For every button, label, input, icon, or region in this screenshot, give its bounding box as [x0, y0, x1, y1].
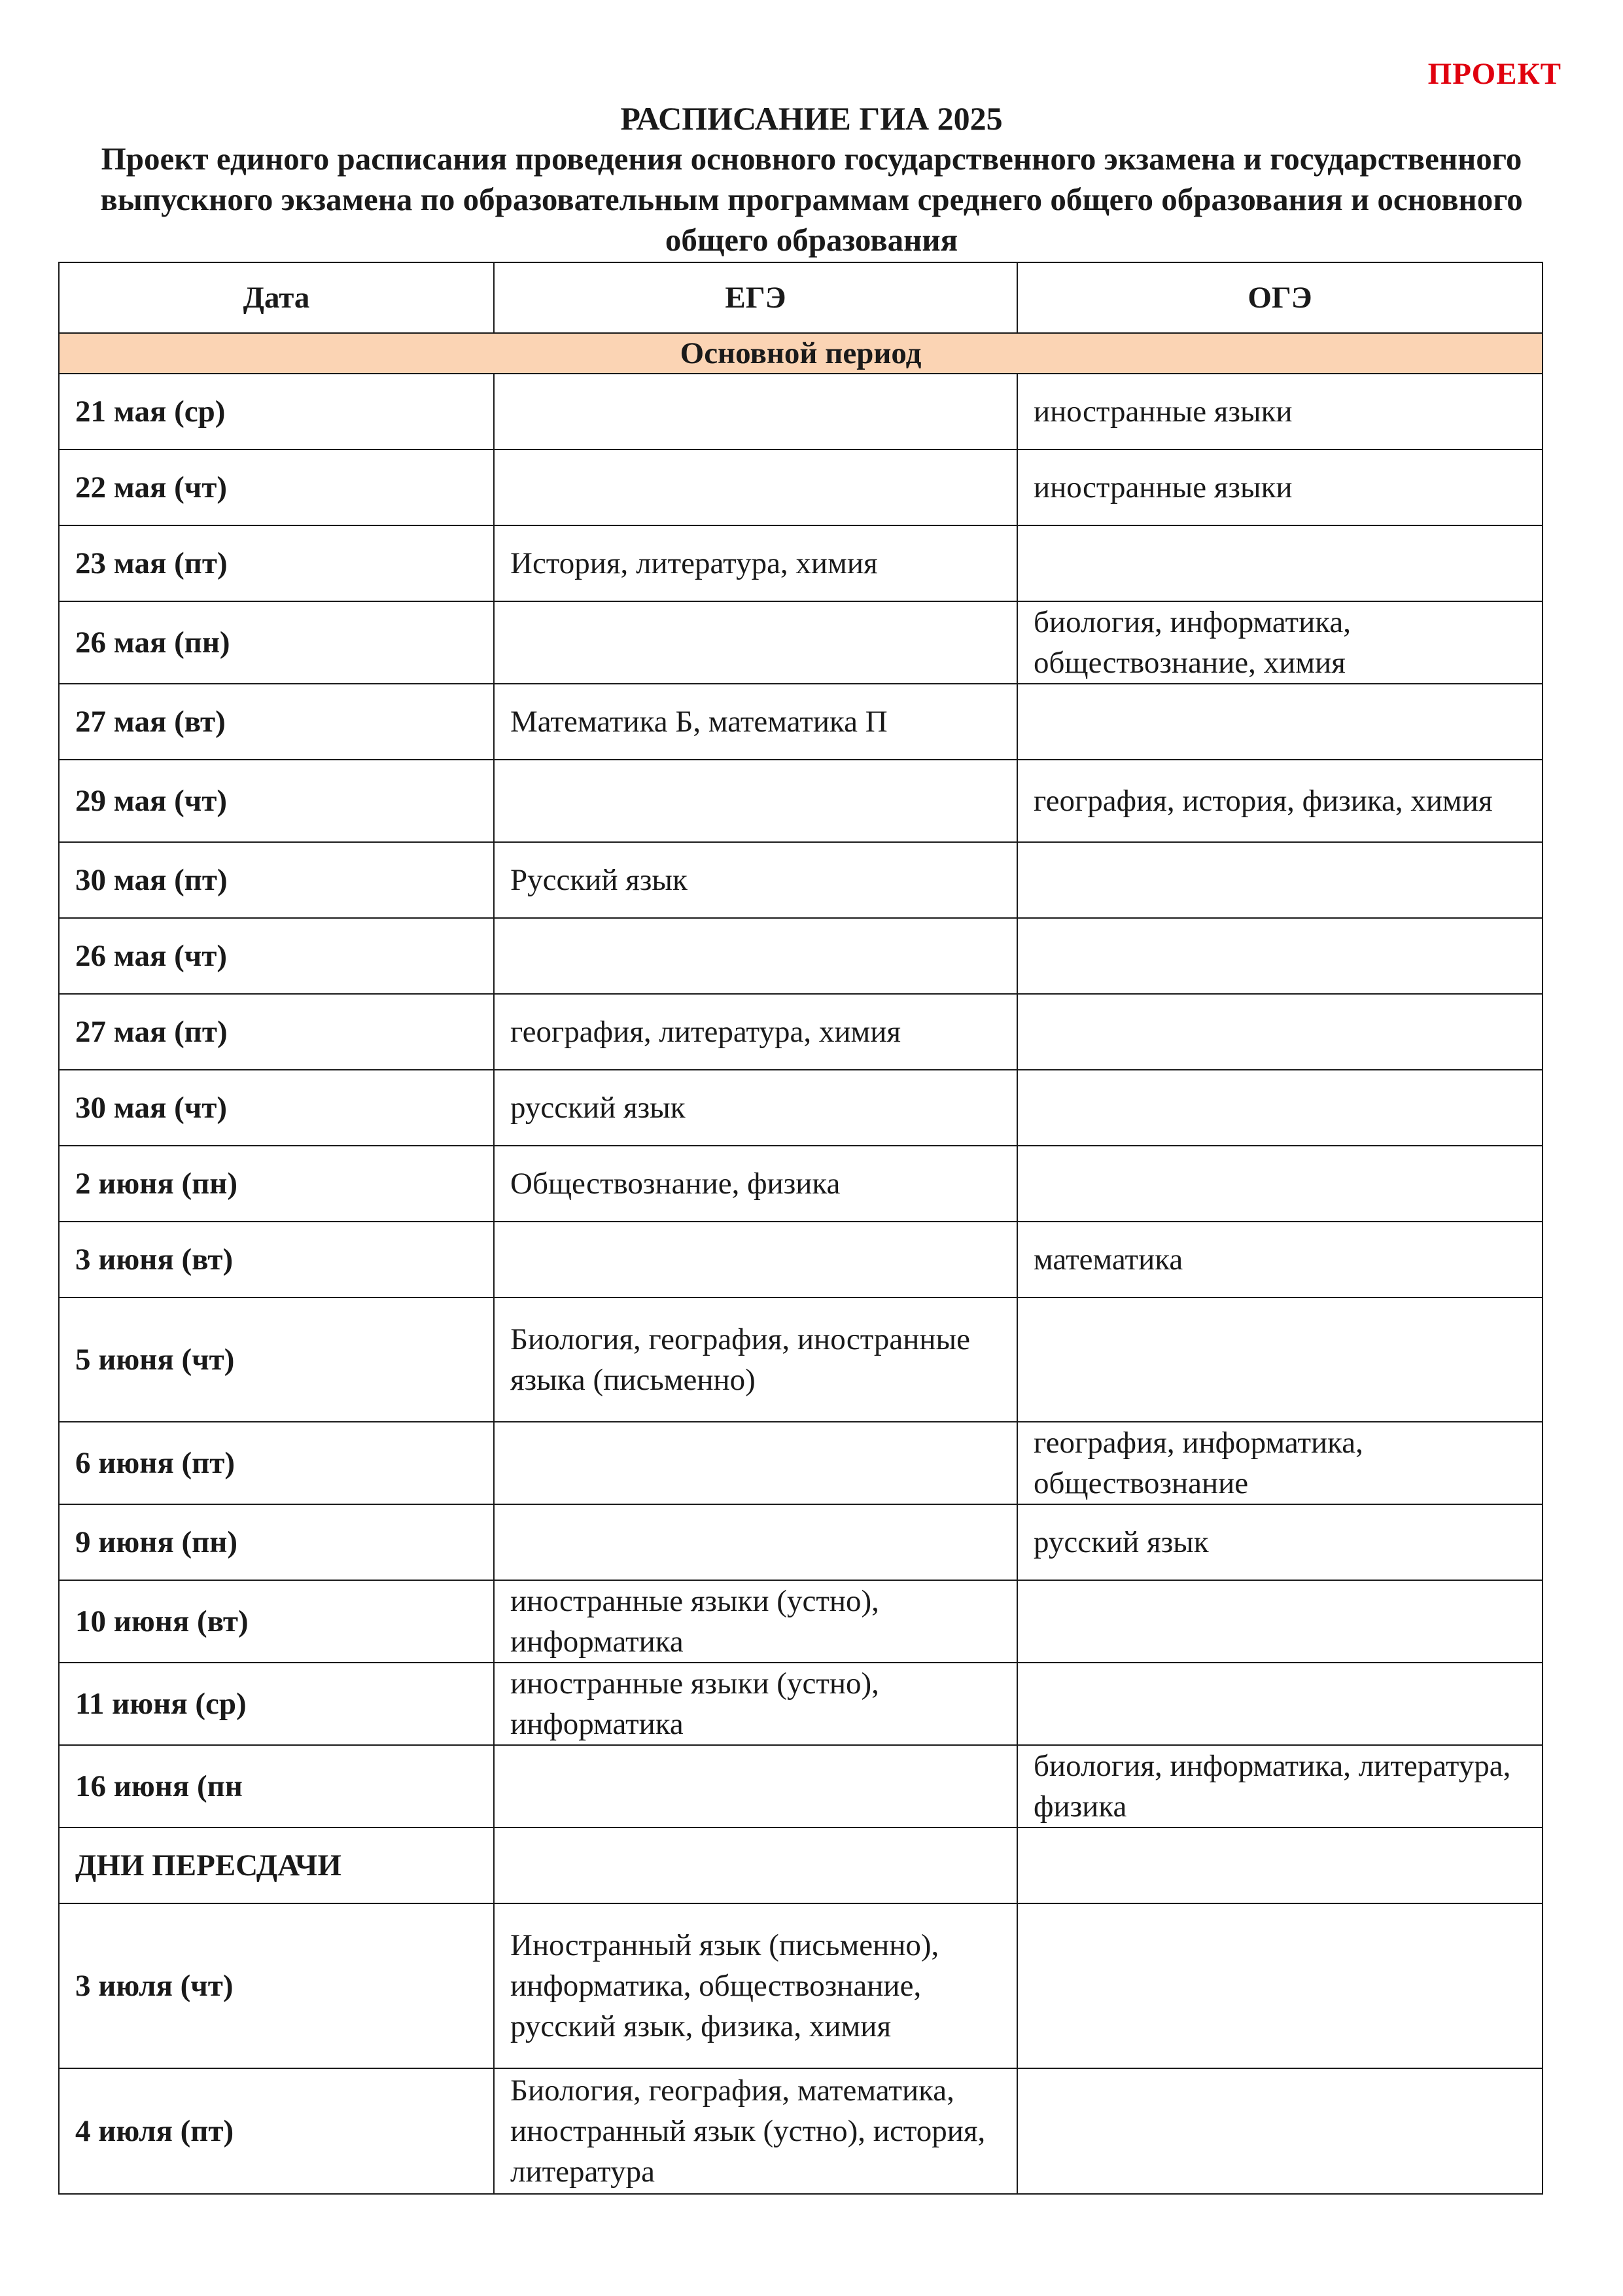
- ege-cell: [494, 1504, 1017, 1580]
- date-cell: 2 июня (пн): [59, 1146, 494, 1222]
- ege-cell: [494, 1222, 1017, 1298]
- oge-cell: математика: [1017, 1222, 1543, 1298]
- date-cell: 22 мая (чт): [59, 450, 494, 525]
- oge-cell: иностранные языки: [1017, 374, 1543, 450]
- table-row: [59, 1298, 1543, 1422]
- oge-cell: [1017, 525, 1543, 601]
- date-cell: 26 мая (пн): [59, 601, 494, 684]
- header-ege: ЕГЭ: [494, 262, 1017, 333]
- oge-cell: [1017, 1070, 1543, 1146]
- oge-cell: биология, информатика, обществознание, химия: [1017, 601, 1543, 684]
- table-row: [59, 1504, 1543, 1580]
- oge-cell: [1017, 1903, 1543, 2068]
- oge-cell: география, информатика, обществознание: [1017, 1422, 1543, 1504]
- date-cell: 23 мая (пт): [59, 525, 494, 601]
- table-header-row: [59, 262, 1543, 333]
- oge-cell: [1017, 918, 1543, 994]
- ege-cell: [494, 1828, 1017, 1903]
- date-cell: 30 мая (пт): [59, 842, 494, 918]
- ege-cell: Биология, география, математика, иностранный язык (устно), история, литература: [494, 2068, 1017, 2194]
- table-row: [59, 1745, 1543, 1828]
- date-cell: 4 июля (пт): [59, 2068, 494, 2194]
- ege-cell: Биология, география, иностранные языка (письменно): [494, 1298, 1017, 1422]
- table-row: [59, 2068, 1543, 2194]
- ege-cell: [494, 918, 1017, 994]
- date-cell: 27 мая (пт): [59, 994, 494, 1070]
- oge-cell: [1017, 2068, 1543, 2194]
- ege-cell: [494, 601, 1017, 684]
- date-cell: 6 июня (пт): [59, 1422, 494, 1504]
- document-subtitle: Проект единого расписания проведения основного государственного экзамена и государственного выпускного экзамена по образовательным программам среднего общего образования и основного общего образования: [100, 141, 1523, 258]
- oge-cell: иностранные языки: [1017, 450, 1543, 525]
- document-heading: [0, 98, 1623, 260]
- date-cell: 9 июня (пн): [59, 1504, 494, 1580]
- oge-cell: [1017, 842, 1543, 918]
- table-row: [59, 1222, 1543, 1298]
- date-cell: 11 июня (ср): [59, 1663, 494, 1745]
- oge-cell: [1017, 1663, 1543, 1745]
- period-label: Основной период: [59, 333, 1543, 374]
- ege-cell: [494, 1422, 1017, 1504]
- header-date: Дата: [59, 262, 494, 333]
- table-row: [59, 1422, 1543, 1504]
- ege-cell: иностранные языки (устно), информатика: [494, 1663, 1017, 1745]
- oge-cell: [1017, 1580, 1543, 1663]
- ege-cell: Математика Б, математика П: [494, 684, 1017, 760]
- oge-cell: [1017, 994, 1543, 1070]
- table-row: [59, 374, 1543, 450]
- oge-cell: география, история, физика, химия: [1017, 760, 1543, 842]
- document-title: РАСПИСАНИЕ ГИА 2025: [620, 100, 1003, 137]
- ege-cell: Русский язык: [494, 842, 1017, 918]
- header-oge: ОГЭ: [1017, 262, 1543, 333]
- draft-stamp: ПРОЕКТ: [1427, 57, 1562, 91]
- oge-cell: [1017, 1828, 1543, 1903]
- oge-cell: [1017, 1146, 1543, 1222]
- table-row: [59, 1663, 1543, 1745]
- ege-cell: иностранные языки (устно), информатика: [494, 1580, 1017, 1663]
- date-cell: 27 мая (вт): [59, 684, 494, 760]
- date-cell: 5 июня (чт): [59, 1298, 494, 1422]
- ege-cell: [494, 450, 1017, 525]
- ege-cell: [494, 760, 1017, 842]
- oge-cell: [1017, 684, 1543, 760]
- table-row: [59, 525, 1543, 601]
- ege-cell: [494, 1745, 1017, 1828]
- table-row: [59, 1146, 1543, 1222]
- ege-cell: [494, 374, 1017, 450]
- date-cell: 30 мая (чт): [59, 1070, 494, 1146]
- ege-cell: Иностранный язык (письменно), информатика, обществознание, русский язык, физика, химия: [494, 1903, 1017, 2068]
- date-cell: 16 июня (пн: [59, 1745, 494, 1828]
- date-cell: 21 мая (ср): [59, 374, 494, 450]
- date-cell: 3 июня (вт): [59, 1222, 494, 1298]
- oge-cell: [1017, 1298, 1543, 1422]
- table-row: [59, 1070, 1543, 1146]
- table-row: [59, 601, 1543, 684]
- ege-cell: История, литература, химия: [494, 525, 1017, 601]
- table-row: [59, 1580, 1543, 1663]
- date-cell: 3 июля (чт): [59, 1903, 494, 2068]
- date-cell: 26 мая (чт): [59, 918, 494, 994]
- ege-cell: Обществознание, физика: [494, 1146, 1017, 1222]
- table-row: [59, 760, 1543, 842]
- oge-cell: русский язык: [1017, 1504, 1543, 1580]
- table-row: [59, 994, 1543, 1070]
- retake-section-row: [59, 1828, 1543, 1903]
- ege-cell: география, литература, химия: [494, 994, 1017, 1070]
- retake-days-label: ДНИ ПЕРЕСДАЧИ: [59, 1828, 494, 1903]
- exam-schedule-table: [58, 262, 1543, 2195]
- date-cell: 29 мая (чт): [59, 760, 494, 842]
- ege-cell: русский язык: [494, 1070, 1017, 1146]
- table-row: [59, 1903, 1543, 2068]
- table-row: [59, 842, 1543, 918]
- table-row: [59, 450, 1543, 525]
- oge-cell: биология, информатика, литература, физика: [1017, 1745, 1543, 1828]
- table-row: [59, 918, 1543, 994]
- table-row: [59, 684, 1543, 760]
- period-row: [59, 333, 1543, 374]
- date-cell: 10 июня (вт): [59, 1580, 494, 1663]
